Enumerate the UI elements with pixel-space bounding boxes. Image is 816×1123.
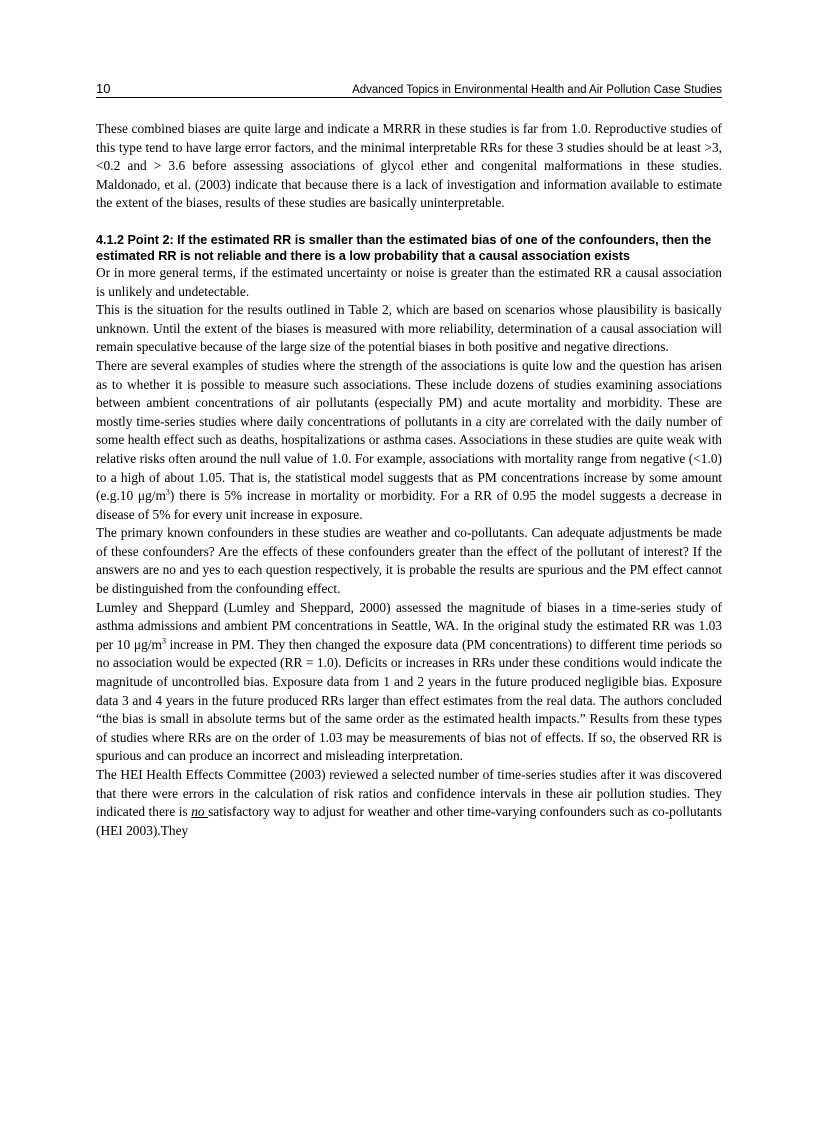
paragraph-confounders: The primary known confounders in these studies are weather and co-pollutants. Can adequate adjustments be made of these confounders? Are the effects of these confounders greater than the effect of the pollutant of interest? If the answers are no and yes to each question respectively, it is probable the results are spurious and the PM effect cannot be distinguished from the confounding effect. <box>96 525 722 597</box>
section-heading-4-1-2: 4.1.2 Point 2: If the estimated RR is smaller than the estimated bias of one of the confounders, then the estimated RR is not reliable and there is a low probability that a causal association exists <box>96 232 712 263</box>
superscript: 3 <box>161 636 166 646</box>
running-title: Advanced Topics in Environmental Health and Air Pollution Case Studies <box>352 84 722 96</box>
emphasis-no: no <box>191 804 209 820</box>
text-run: ) there is 5% increase in mortality or morbidity. For a RR of 0.95 the model suggests a decrease in disease of 5% for every unit increase in exposure. <box>96 488 723 522</box>
paragraph-general-terms: Or in more general terms, if the estimated uncertainty or noise is greater than the estimated RR a causal association is unlikely and undetectable. <box>96 264 722 299</box>
text-run: satisfactory way to adjust for weather and other time-varying confounders such as co-pollutants (HEI 2003).They <box>96 804 722 838</box>
page-number: 10 <box>96 81 111 96</box>
page <box>96 78 722 840</box>
paragraph-table-2: This is the situation for the results outlined in Table 2, which are based on scenarios whose plausibility is basically unknown. Until the extent of the biases is measured with more reliability, determination of a causal association will remain speculative because of the large size of the potential biases in both positive and negative directions. <box>96 302 722 355</box>
paragraph-hei-committee <box>96 766 722 840</box>
running-header <box>96 78 722 98</box>
text-run: There are several examples of studies where the strength of the associations is quite low and the question has arisen as to whether it is possible to measure such associations. These include dozens of studies examining associations between ambient concentrations of air pollutants (especially PM) and acute mortality and morbidity. These are mostly time-series studies where daily concentrations of pollutants in a city are correlated with the daily number of some health effect such as deaths, hospitalizations or asthma cases. Associations in these studies are quite weak with relative risks often around the null value of 1.0. For example, associations with mortality range from negative (<1.0) to a high of about 1.05. That is, the statistical model suggests that as PM concentrations increase by some amount (e.g.10 μg/m <box>96 357 722 504</box>
text-run: The HEI Health Effects Committee (2003) reviewed a selected number of time-series studies after it was discovered that there were errors in the calculation of risk ratios and confidence intervals in these air pollution studies. They indicated there is <box>96 767 722 820</box>
text-run: Lumley and Sheppard (Lumley and Sheppard, 2000) assessed the magnitude of biases in a time-series study of asthma admissions and ambient PM concentrations in Seattle, WA. In the original study the estimated RR was 1.03 per 10 μg/m <box>96 599 722 652</box>
paragraph-lumley-sheppard <box>96 599 722 766</box>
body-text <box>96 120 722 840</box>
superscript: 3 <box>165 487 170 497</box>
paragraph-biases: These combined biases are quite large and indicate a MRRR in these studies is far from 1.0. Reproductive studies of this type tend to have large error factors, and the minimal interpretable RRs for these 3 studies should be at least >3, <0.2 and > 3.6 before assessing associations of glycol ether and congenital malformations in these studies. Maldonado, et al. (2003) indicate that because there is a lack of investigation and information available to estimate the extent of the biases, results of these studies are basically uninterpretable. <box>96 121 722 211</box>
paragraph-weak-associations <box>96 357 722 524</box>
text-run: increase in PM. They then changed the exposure data (PM concentrations) to different time periods so no association would be expected (RR = 1.0). Deficits or increases in RRs under these conditions would indicate the magnitude of uncontrolled bias. Exposure data from 1 and 2 years in the future produced negligible bias. Exposure data 3 and 4 years in the future produced RRs larger than effect estimates from the real data. The authors concluded “the bias is small in absolute terms but of the same order as the estimated health impacts.” Results from these types of studies where RRs are on the order of 1.03 may be measurements of bias not of effects. If so, the observed RR is spurious and can produce an incorrect and misleading interpretation. <box>96 636 722 764</box>
